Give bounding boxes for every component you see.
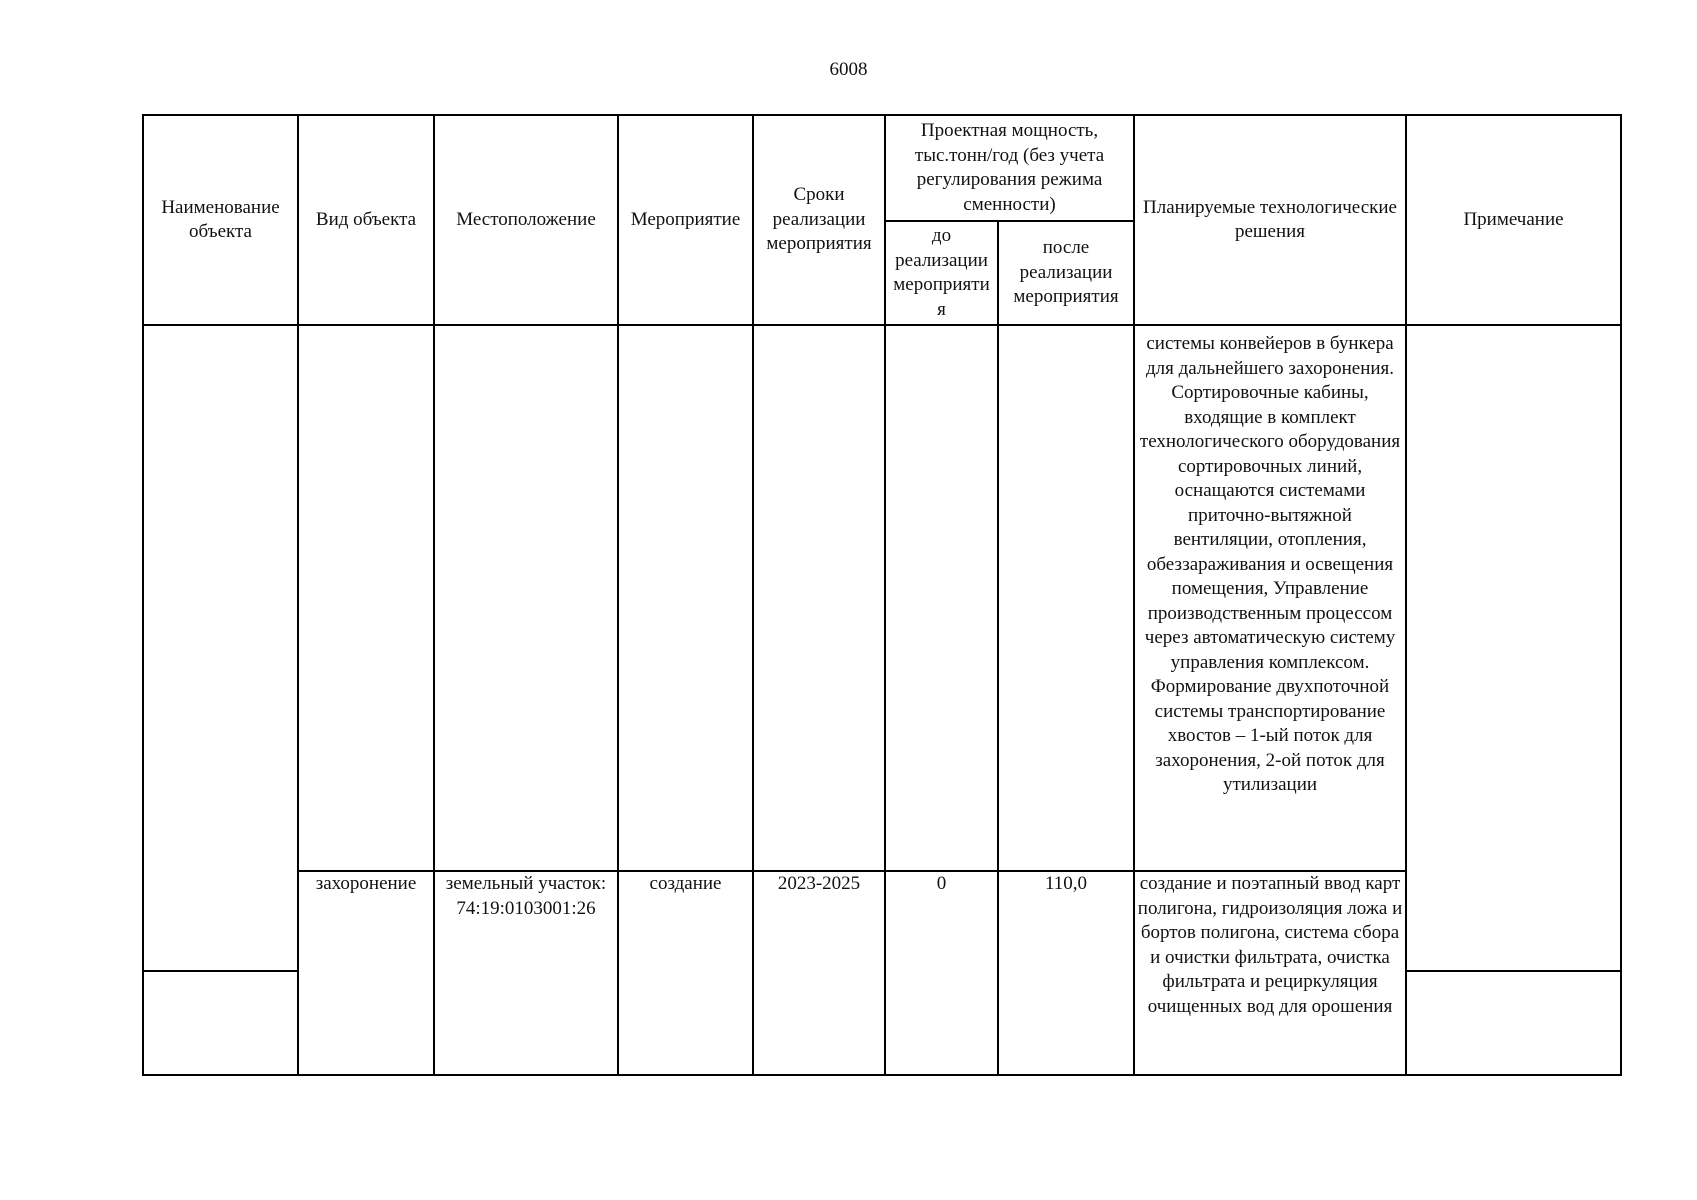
cell-note (1406, 971, 1621, 1075)
header-activity: Мероприятие (618, 115, 753, 325)
cell-timing (753, 325, 885, 871)
cell-name (143, 325, 298, 971)
header-capacity-group: Проектная мощность, тыс.тонн/год (без учета регулирования режима сменности) (885, 115, 1134, 221)
table-row (143, 325, 1621, 871)
cell-before (885, 325, 998, 871)
page-number: 6008 (829, 59, 868, 80)
header-capacity-before: до реализации мероприяти я (885, 221, 998, 325)
objects-table (142, 114, 1622, 1076)
header-row-1 (143, 115, 1621, 221)
header-note: Примечание (1406, 115, 1621, 325)
cell-location (434, 325, 618, 871)
header-timing: Сроки реализации мероприятия (753, 115, 885, 325)
table-row (143, 871, 1621, 971)
cell-activity: создание (618, 871, 753, 1075)
cell-name (143, 971, 298, 1075)
header-name: Наименование объекта (143, 115, 298, 325)
cell-activity (618, 325, 753, 871)
header-location: Местоположение (434, 115, 618, 325)
cell-before: 0 (885, 871, 998, 1075)
cell-location: земельный участок: 74:19:0103001:26 (434, 871, 618, 1075)
cell-tech: системы конвейеров в бункера для дальнейшего захоронения. Сортировочные кабины, входящие в комплект технологического оборудования сортировочных линий, оснащаются системами приточно-вытяжной вентиляции, отопления, обеззараживания и освещения помещения, Управление производственным процессом через автоматическую систему управления комплексом. Формирование двухпоточной системы транспортирование хвостов – 1-ый поток для захоронения, 2-ой поток для утилизации (1134, 325, 1406, 871)
cell-type: захоронение (298, 871, 434, 1075)
cell-tech: создание и поэтапный ввод карт полигона, гидроизоляция ложа и бортов полигона, система сбора и очистки фильтрата, очистка фильтрата и рециркуляция очищенных вод для орошения (1134, 871, 1406, 1075)
header-type: Вид объекта (298, 115, 434, 325)
cell-after (998, 325, 1134, 871)
cell-timing: 2023-2025 (753, 871, 885, 1075)
header-tech: Планируемые технологические решения (1134, 115, 1406, 325)
cell-type (298, 325, 434, 871)
cell-after: 110,0 (998, 871, 1134, 1075)
cell-note (1406, 325, 1621, 971)
header-capacity-after: после реализации мероприятия (998, 221, 1134, 325)
